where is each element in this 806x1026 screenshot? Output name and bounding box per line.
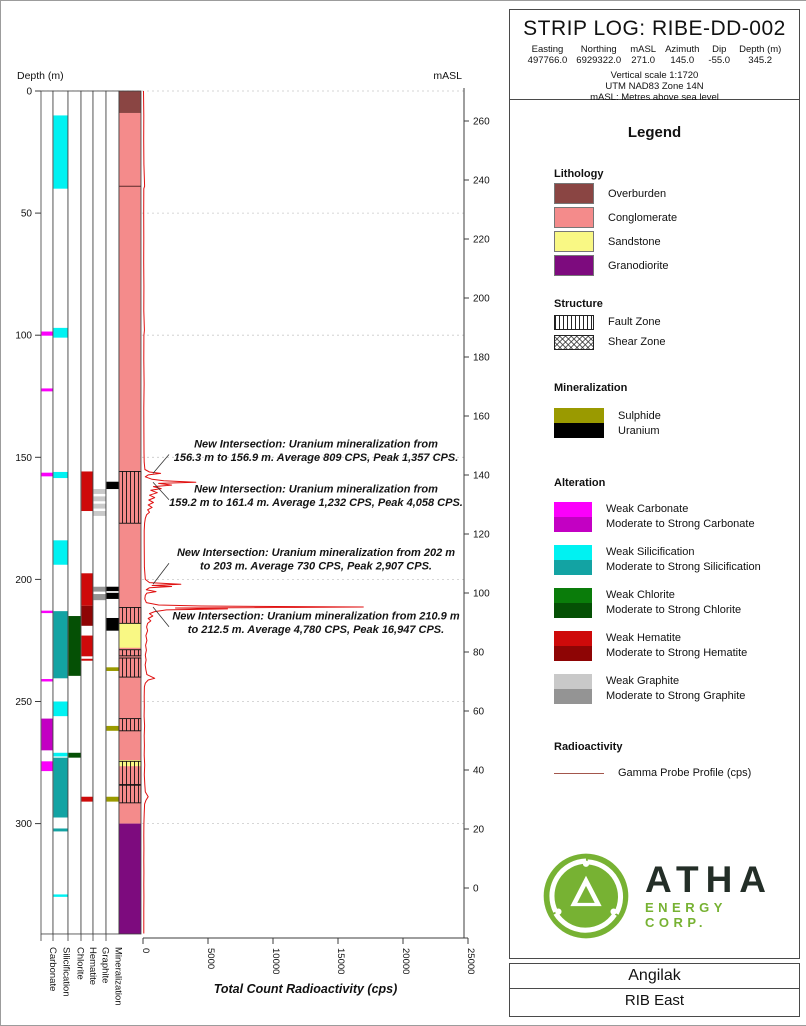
- legend-item-chlorite: Weak Chlorite Moderate to Strong Chlorite: [554, 588, 761, 618]
- hematite-swatch: [554, 631, 592, 661]
- legend-item-conglomerate: Conglomerate: [554, 207, 677, 228]
- svg-text:200: 200: [15, 574, 32, 586]
- shear-zone-swatch: [554, 335, 594, 350]
- svg-text:10000: 10000: [270, 948, 281, 975]
- meta-depth: Depth (m) 345.2: [739, 44, 782, 66]
- svg-text:250: 250: [15, 697, 32, 708]
- svg-text:Carbonate: Carbonate: [47, 947, 58, 992]
- svg-text:180: 180: [473, 352, 490, 364]
- gamma-line-sample: [554, 773, 604, 774]
- scale-notes: [510, 70, 799, 103]
- svg-text:25000: 25000: [465, 948, 476, 975]
- svg-text:100: 100: [473, 588, 490, 600]
- svg-text:Depth (m): Depth (m): [17, 70, 64, 82]
- svg-text:80: 80: [473, 647, 485, 659]
- svg-text:100: 100: [15, 330, 32, 342]
- legend-item-graphite: Weak Graphite Moderate to Strong Graphite: [554, 674, 761, 704]
- svg-text:150: 150: [15, 452, 32, 464]
- svg-text:Mineralization: Mineralization: [112, 947, 124, 1006]
- log-columns: [41, 91, 119, 941]
- svg-text:Graphite: Graphite: [99, 947, 111, 984]
- collar-info: [510, 44, 799, 66]
- page-title: STRIP LOG: RIBE-DD-002: [523, 17, 786, 40]
- sandstone-swatch: [554, 231, 594, 252]
- granodiorite-swatch: [554, 255, 594, 276]
- svg-text:0: 0: [26, 86, 32, 98]
- carbonate-swatch: [554, 502, 592, 532]
- note-masl: mASL: Metres above sea level: [590, 92, 719, 103]
- conglomerate-swatch: [554, 207, 594, 228]
- svg-text:20000: 20000: [400, 948, 411, 975]
- meta-dip: Dip -55.0: [708, 44, 731, 66]
- meta-azimuth: Azimuth 145.0: [665, 44, 700, 66]
- note-utm-zone: UTM NAD83 Zone 14N: [605, 81, 704, 92]
- svg-text:60: 60: [473, 706, 485, 718]
- uranium-swatch: [554, 423, 604, 438]
- svg-text:240: 240: [473, 175, 490, 187]
- svg-text:220: 220: [473, 234, 490, 246]
- svg-text:Total Count Radioactivity (cps: Total Count Radioactivity (cps): [213, 982, 398, 996]
- project-name: Angilak: [628, 967, 681, 984]
- legend-section-lithology: Lithology Overburden Conglomerate Sandstone Granodiorite: [554, 168, 677, 276]
- sulphide-swatch: [554, 408, 604, 423]
- atha-logo-icon: [540, 850, 632, 942]
- legend-title: Legend: [627, 124, 682, 141]
- svg-text:mASL: mASL: [433, 70, 462, 82]
- svg-text:40: 40: [473, 765, 485, 777]
- svg-text:260: 260: [473, 116, 490, 128]
- legend-item-silicification: Weak Silicification Moderate to Strong Silicification: [554, 545, 761, 575]
- legend-item-hematite: Weak Hematite Moderate to Strong Hematite: [554, 631, 761, 661]
- svg-text:160: 160: [473, 411, 490, 423]
- cps-axis: [140, 938, 476, 996]
- svg-text:20: 20: [473, 824, 485, 836]
- legend-item-gamma-profile: Gamma Probe Profile (cps): [554, 767, 751, 779]
- legend-item-carbonate: Weak Carbonate Moderate to Strong Carbonate: [554, 502, 761, 532]
- fault-zone-swatch: [554, 315, 594, 330]
- legend-item-sulphide: Sulphide: [554, 408, 661, 423]
- meta-masl: mASL 271.0: [630, 44, 657, 66]
- svg-text:50: 50: [20, 208, 32, 220]
- legend-section-alteration: Alteration Weak Carbonate Moderate to Strong Carbonate Weak Silicification Moderate to Strong Silicification Weak Chlorite Moderate to Strong Chlorite Weak Hematite Moderate to Strong Hematite Weak Graphite Moderate to Strong Graphite: [554, 477, 761, 702]
- silicification-swatch: [554, 545, 592, 575]
- svg-text:300: 300: [15, 819, 32, 831]
- gamma-curve: [144, 91, 364, 934]
- header-block: [510, 10, 799, 103]
- strip-log-chart: [1, 1, 507, 1025]
- svg-text:New Intersection: Uranium mine: New Intersection: Uranium mineralization from 156.3 m to 156.9 m. Average 809 CPS, Peak 1,357 CPS.: [173, 438, 459, 465]
- area-name: RIB East: [624, 992, 685, 1009]
- svg-text:200: 200: [473, 293, 490, 305]
- svg-text:New Intersection: Uranium mine: New Intersection: Uranium mineralization from 202 m to 203 m. Average 730 CPS, Peak 2,907 CPS.: [176, 547, 456, 573]
- svg-text:0: 0: [473, 883, 479, 895]
- company-logo: [540, 850, 791, 942]
- legend-item-fault-zone: Fault Zone: [554, 313, 665, 330]
- svg-text:Chlorite: Chlorite: [74, 947, 86, 980]
- svg-text:0: 0: [140, 948, 151, 954]
- info-panel: [509, 9, 800, 959]
- legend-item-shear-zone: Shear Zone: [554, 333, 665, 350]
- svg-text:Silicification: Silicification: [60, 947, 72, 997]
- svg-text:140: 140: [473, 470, 490, 482]
- svg-text:Hematite: Hematite: [87, 947, 98, 986]
- legend-section-mineralization: Mineralization Sulphide Uranium: [554, 382, 661, 437]
- column-labels: [47, 947, 124, 1006]
- graphite-swatch: [554, 674, 592, 704]
- overburden-swatch: [554, 183, 594, 204]
- svg-text:120: 120: [473, 529, 490, 541]
- note-vertical-scale: Vertical scale 1:1720: [610, 70, 699, 81]
- chlorite-swatch: [554, 588, 592, 618]
- meta-easting: Easting 497766.0: [527, 44, 568, 66]
- lithology-strip: [119, 91, 141, 934]
- svg-text:5000: 5000: [205, 948, 216, 970]
- svg-text:New Intersection: Uranium mine: New Intersection: Uranium mineralization from 159.2 m to 161.4 m. Average 1,232 CPS, Peak 4,058 CPS.: [169, 483, 463, 510]
- legend-item-sandstone: Sandstone: [554, 231, 677, 252]
- legend-section-structure: Structure Fault Zone Shear Zone: [554, 298, 665, 350]
- meta-northing: Northing 6929322.0: [576, 44, 622, 66]
- legend-item-uranium: Uranium: [554, 423, 661, 438]
- svg-text:New Intersection: Uranium mine: New Intersection: Uranium mineralization from 210.9 m to 212.5 m. Average 4,780 CPS, Peak 16,947 CPS.: [172, 610, 460, 637]
- title-block: [509, 963, 800, 1017]
- logo-subtitle: ENERGY CORP.: [645, 900, 727, 930]
- logo-name: ATHA: [645, 859, 774, 900]
- legend-item-granodiorite: Granodiorite: [554, 255, 677, 276]
- svg-text:15000: 15000: [335, 948, 346, 975]
- legend-section-radioactivity: Radioactivity Gamma Probe Profile (cps): [554, 741, 752, 779]
- legend-item-overburden: Overburden: [554, 183, 677, 204]
